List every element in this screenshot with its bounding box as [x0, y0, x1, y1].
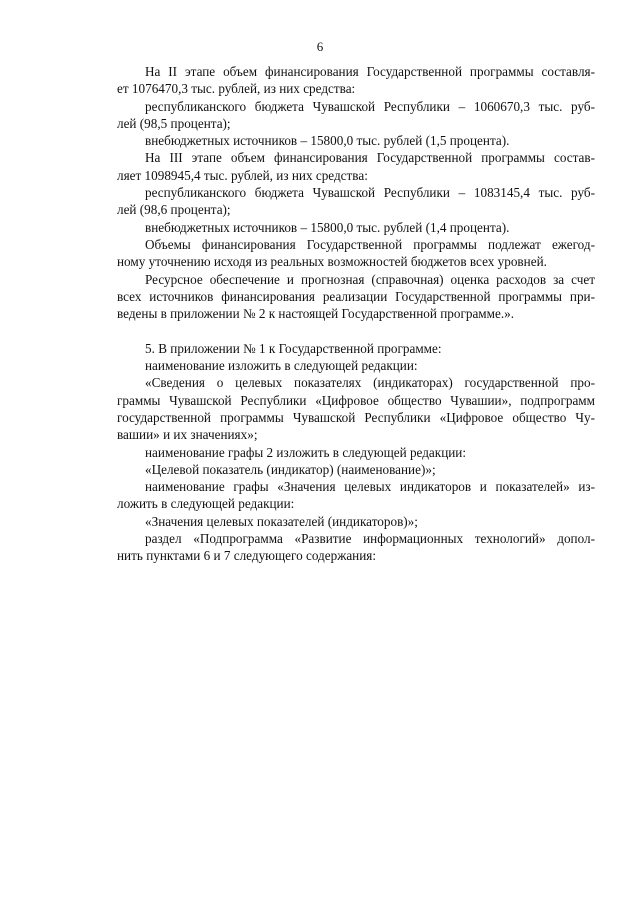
- text-line: внебюджетных источников – 15800,0 тыс. рублей (1,5 процента).: [145, 133, 510, 149]
- text-line: вашии» и их значениях»;: [117, 427, 258, 443]
- text-line: граммы Чувашской Республики «Цифровое общество Чувашии», подпрограмм: [117, 392, 595, 408]
- text-line: ляет 1098945,4 тыс. рублей, из них средства:: [117, 167, 368, 183]
- text-line: Объемы финансирования Государственной программы подлежат ежегод-: [145, 236, 595, 252]
- text-line: нить пунктами 6 и 7 следующего содержания:: [117, 548, 377, 564]
- text-line: Ресурсное обеспечение и прогнозная (справочная) оценка расходов за счет: [145, 271, 595, 287]
- text-line: «Значения целевых показателей (индикаторов)»;: [145, 513, 418, 529]
- text-line: внебюджетных источников – 15800,0 тыс. рублей (1,4 процента).: [145, 219, 510, 235]
- text-line: наименование графы «Значения целевых индикаторов и показателей» из-: [145, 479, 595, 495]
- text-line: всех источников финансирования реализации Государственной программы при-: [117, 288, 595, 304]
- text-line: республиканского бюджета Чувашской Республики – 1060670,3 тыс. руб-: [145, 98, 595, 114]
- text-line: «Целевой показатель (индикатор) (наименование)»;: [145, 461, 436, 477]
- paragraph-gap: [117, 322, 595, 339]
- text-line: наименование графы 2 изложить в следующей редакции:: [145, 444, 467, 460]
- text-line: На II этапе объем финансирования Государственной программы составля-: [145, 64, 595, 79]
- text-line: республиканского бюджета Чувашской Республики – 1083145,4 тыс. руб-: [145, 185, 595, 201]
- text-line: лей (98,6 процента);: [117, 202, 231, 218]
- text-line: раздел «Подпрограмма «Развитие информационных технологий» допол-: [145, 531, 595, 547]
- text-line: ведены в приложении № 2 к настоящей Государственной программе.».: [117, 306, 515, 322]
- text-line: ному уточнению исходя из реальных возможностей бюджетов всех уровней.: [117, 254, 547, 270]
- text-line: 5. В приложении № 1 к Государственной программе:: [145, 340, 442, 356]
- text-line: ет 1076470,3 тыс. рублей, из них средства:: [117, 81, 356, 97]
- text-line: наименование изложить в следующей редакции:: [145, 358, 418, 374]
- text-line: ложить в следующей редакции:: [117, 496, 295, 512]
- page-number: 6: [316, 39, 324, 54]
- text-line: государственной программы Чувашской Республики «Цифровое общество Чу-: [117, 409, 595, 425]
- text-line: лей (98,5 процента);: [117, 115, 231, 131]
- text-line: На III этапе объем финансирования Государственной программы состав-: [145, 150, 595, 166]
- body-text: [117, 63, 595, 565]
- text-line: «Сведения о целевых показателях (индикаторах) государственной про-: [145, 375, 595, 391]
